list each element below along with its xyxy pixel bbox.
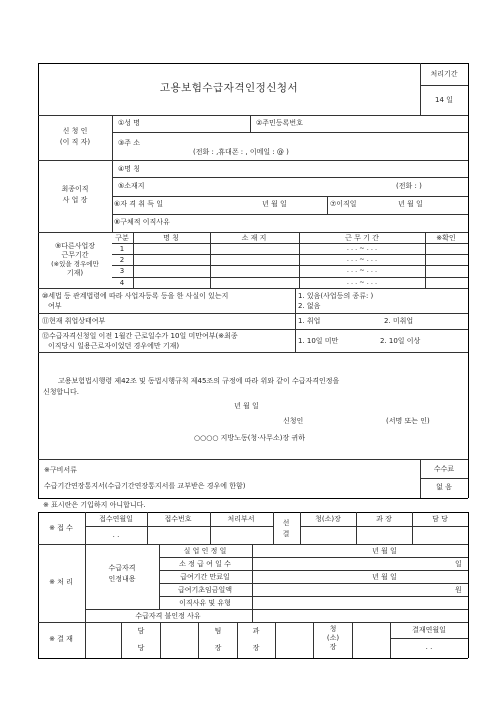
processing-item: 이직사유 및 유형 xyxy=(179,599,231,607)
employer-name-field[interactable]: ④명 칭 xyxy=(118,165,141,173)
approval-label: 선 xyxy=(282,519,290,527)
receipt-section-label: ※ 접 수 xyxy=(49,524,73,532)
employer-section-sub: 사 업 장 xyxy=(62,196,88,204)
period-field[interactable]: . . . ~ . . . xyxy=(346,255,378,263)
col-header-division: 구분 xyxy=(115,234,129,242)
receipt-date-header: 접수연월일 xyxy=(99,515,133,523)
acquired-date-label: ⑥자 격 취 득 일 xyxy=(114,200,163,208)
processing-content-label-2: 인정내용 xyxy=(108,575,136,583)
processing-content-label: 수급자격 xyxy=(108,564,136,572)
period-field[interactable]: . . . ~ . . . xyxy=(346,266,378,274)
role-director: 청(소)장 xyxy=(315,515,341,523)
role-manager: 과 장 xyxy=(376,515,392,523)
fee-label: 수수료 xyxy=(433,465,455,473)
q10-label: ⑩세법 등 관계법령에 따라 사업자등록 등을 한 사실이 있는지 xyxy=(42,292,229,300)
other-workplaces-label: ⑨다른사업장 xyxy=(54,242,96,250)
approval-team-label-2: 장 xyxy=(214,644,222,652)
receipt-dept-header: 처리부서 xyxy=(227,515,255,523)
approval-section-label: ※ 결 재 xyxy=(49,635,73,643)
address-field[interactable]: ③주 소 xyxy=(118,139,141,147)
processing-period-label: 처리기간 xyxy=(430,70,458,78)
other-workplaces-label-2: 근무기간 xyxy=(61,251,89,259)
approval-label-2: 결 xyxy=(282,530,290,538)
processing-item: 소 정 급 여 일 수 xyxy=(179,560,231,568)
processing-item: 급여기간 만료일 xyxy=(180,573,230,581)
role-staff: 담 당 xyxy=(432,515,448,523)
approval-director-label-2: (소) xyxy=(326,634,340,642)
separation-reason-field[interactable]: ⑧구체적 이직사유 xyxy=(114,218,170,226)
q10-label-2: 여부 xyxy=(48,302,62,310)
approval-director-label: 청 xyxy=(329,625,337,633)
processing-section-label: ※ 처 리 xyxy=(49,578,73,586)
acquired-date-field[interactable]: 년 월 일 xyxy=(262,200,287,208)
form-title: 고용보험수급자격인정신청서 xyxy=(159,82,299,94)
period-field[interactable]: . . . ~ . . . xyxy=(346,244,378,252)
rrn-field[interactable]: ②주민등록번호 xyxy=(256,119,303,127)
approval-manager-label: 과 xyxy=(252,627,260,635)
fee-value: 없 음 xyxy=(436,483,452,491)
applicant-section-sub: (이 직 자) xyxy=(59,138,91,146)
addressee: ○○○○ 지방노동(청·사무소)장 귀하 xyxy=(194,434,305,442)
q12-option-under[interactable]: 1. 10일 미만 xyxy=(298,337,339,345)
col-header-location: 소 재 지 xyxy=(241,234,267,242)
separation-date-label: ⑦이직일 xyxy=(330,200,357,208)
table-row-number: 4 xyxy=(119,279,125,287)
contact-line[interactable]: (전화 : ,휴대폰 : , 이메일 : @ ) xyxy=(193,148,289,156)
approval-staff-label: 담 xyxy=(137,627,145,635)
q10-option-yes[interactable]: 1. 있음(사업등의 종류: ) xyxy=(298,292,374,300)
period-field[interactable]: . . . ~ . . . xyxy=(346,278,378,286)
processing-value[interactable]: 년 월 일 xyxy=(372,547,397,555)
processing-value[interactable]: 원 xyxy=(455,586,462,594)
table-row-number: 1 xyxy=(119,245,125,253)
approval-director-label-3: 장 xyxy=(329,643,337,651)
signature-note[interactable]: (서명 또는 인) xyxy=(386,417,430,425)
q11-option-unemployed[interactable]: 2. 미취업 xyxy=(384,317,414,325)
form-note: ※ 표시란은 기입하지 아니합니다. xyxy=(43,501,146,509)
col-header-period: 근 무 기 간 xyxy=(345,234,379,242)
attachments-label: ※구비서류 xyxy=(44,466,77,474)
processing-value[interactable]: 일 xyxy=(455,560,462,568)
table-row-number: 2 xyxy=(119,256,125,264)
q10-option-no[interactable]: 2. 없음 xyxy=(298,302,321,310)
other-workplaces-note: (※있을 경우에만 xyxy=(51,260,99,268)
q12-option-over[interactable]: 2. 10일 이상 xyxy=(380,337,421,345)
approval-staff-label-2: 당 xyxy=(137,644,145,652)
receipt-number-header: 접수번호 xyxy=(164,515,192,523)
rejection-reason-label: 수급자격 불인정 사유 xyxy=(135,612,201,620)
q11-label: ⑪현재 취업상태여부 xyxy=(42,317,106,325)
declaration-date[interactable]: 년 월 일 xyxy=(234,402,259,410)
approval-date-field[interactable]: . . xyxy=(425,643,433,651)
applicant-name-field[interactable]: ①성 명 xyxy=(118,119,141,127)
processing-period-value: 14 일 xyxy=(435,96,453,104)
applicant-section-label: 신 청 인 xyxy=(62,127,88,135)
q12-label: ⑫수급자격신청일 이전 1월간 근로일수가 10일 미만여부(※최종 xyxy=(42,332,238,340)
approval-date-label: 결재연월일 xyxy=(412,626,446,634)
q12-label-2: 이직당시 일용근로자이었던 경우에만 기재) xyxy=(48,342,180,350)
processing-item: 실 업 인 정 일 xyxy=(183,547,227,555)
other-workplaces-note-2: 기재) xyxy=(66,269,84,277)
signer-label: 신청인 xyxy=(283,417,304,425)
receipt-date-field[interactable]: . . xyxy=(112,531,120,539)
approval-team-label: 팀 xyxy=(214,627,222,635)
processing-value[interactable]: 년 월 일 xyxy=(372,573,397,581)
attachments-item: 수급기간연장통지서(수급기간연장통지서를 교부받은 경우에 한함) xyxy=(44,482,246,490)
processing-item: 급여기초임금일액 xyxy=(177,586,233,594)
q11-option-employed[interactable]: 1. 취업 xyxy=(298,317,321,325)
declaration-text-2: 신청합니다. xyxy=(43,388,80,396)
col-header-name: 명 칭 xyxy=(163,234,179,242)
employer-location-field[interactable]: ⑤소재지 xyxy=(118,182,145,190)
separation-date-field[interactable]: 년 월 일 xyxy=(398,200,423,208)
employer-section-label: 최종이직 xyxy=(61,185,89,193)
employer-phone-field[interactable]: (전화 : ) xyxy=(396,182,422,190)
approval-manager-label-2: 장 xyxy=(252,644,260,652)
table-row-number: 3 xyxy=(119,267,125,275)
col-header-confirm: ※확인 xyxy=(436,234,456,242)
declaration-text: 고용보험법시행령 제42조 및 동법시행규칙 제45조의 규정에 따라 위와 같이 수급자격인정을 xyxy=(58,377,340,385)
